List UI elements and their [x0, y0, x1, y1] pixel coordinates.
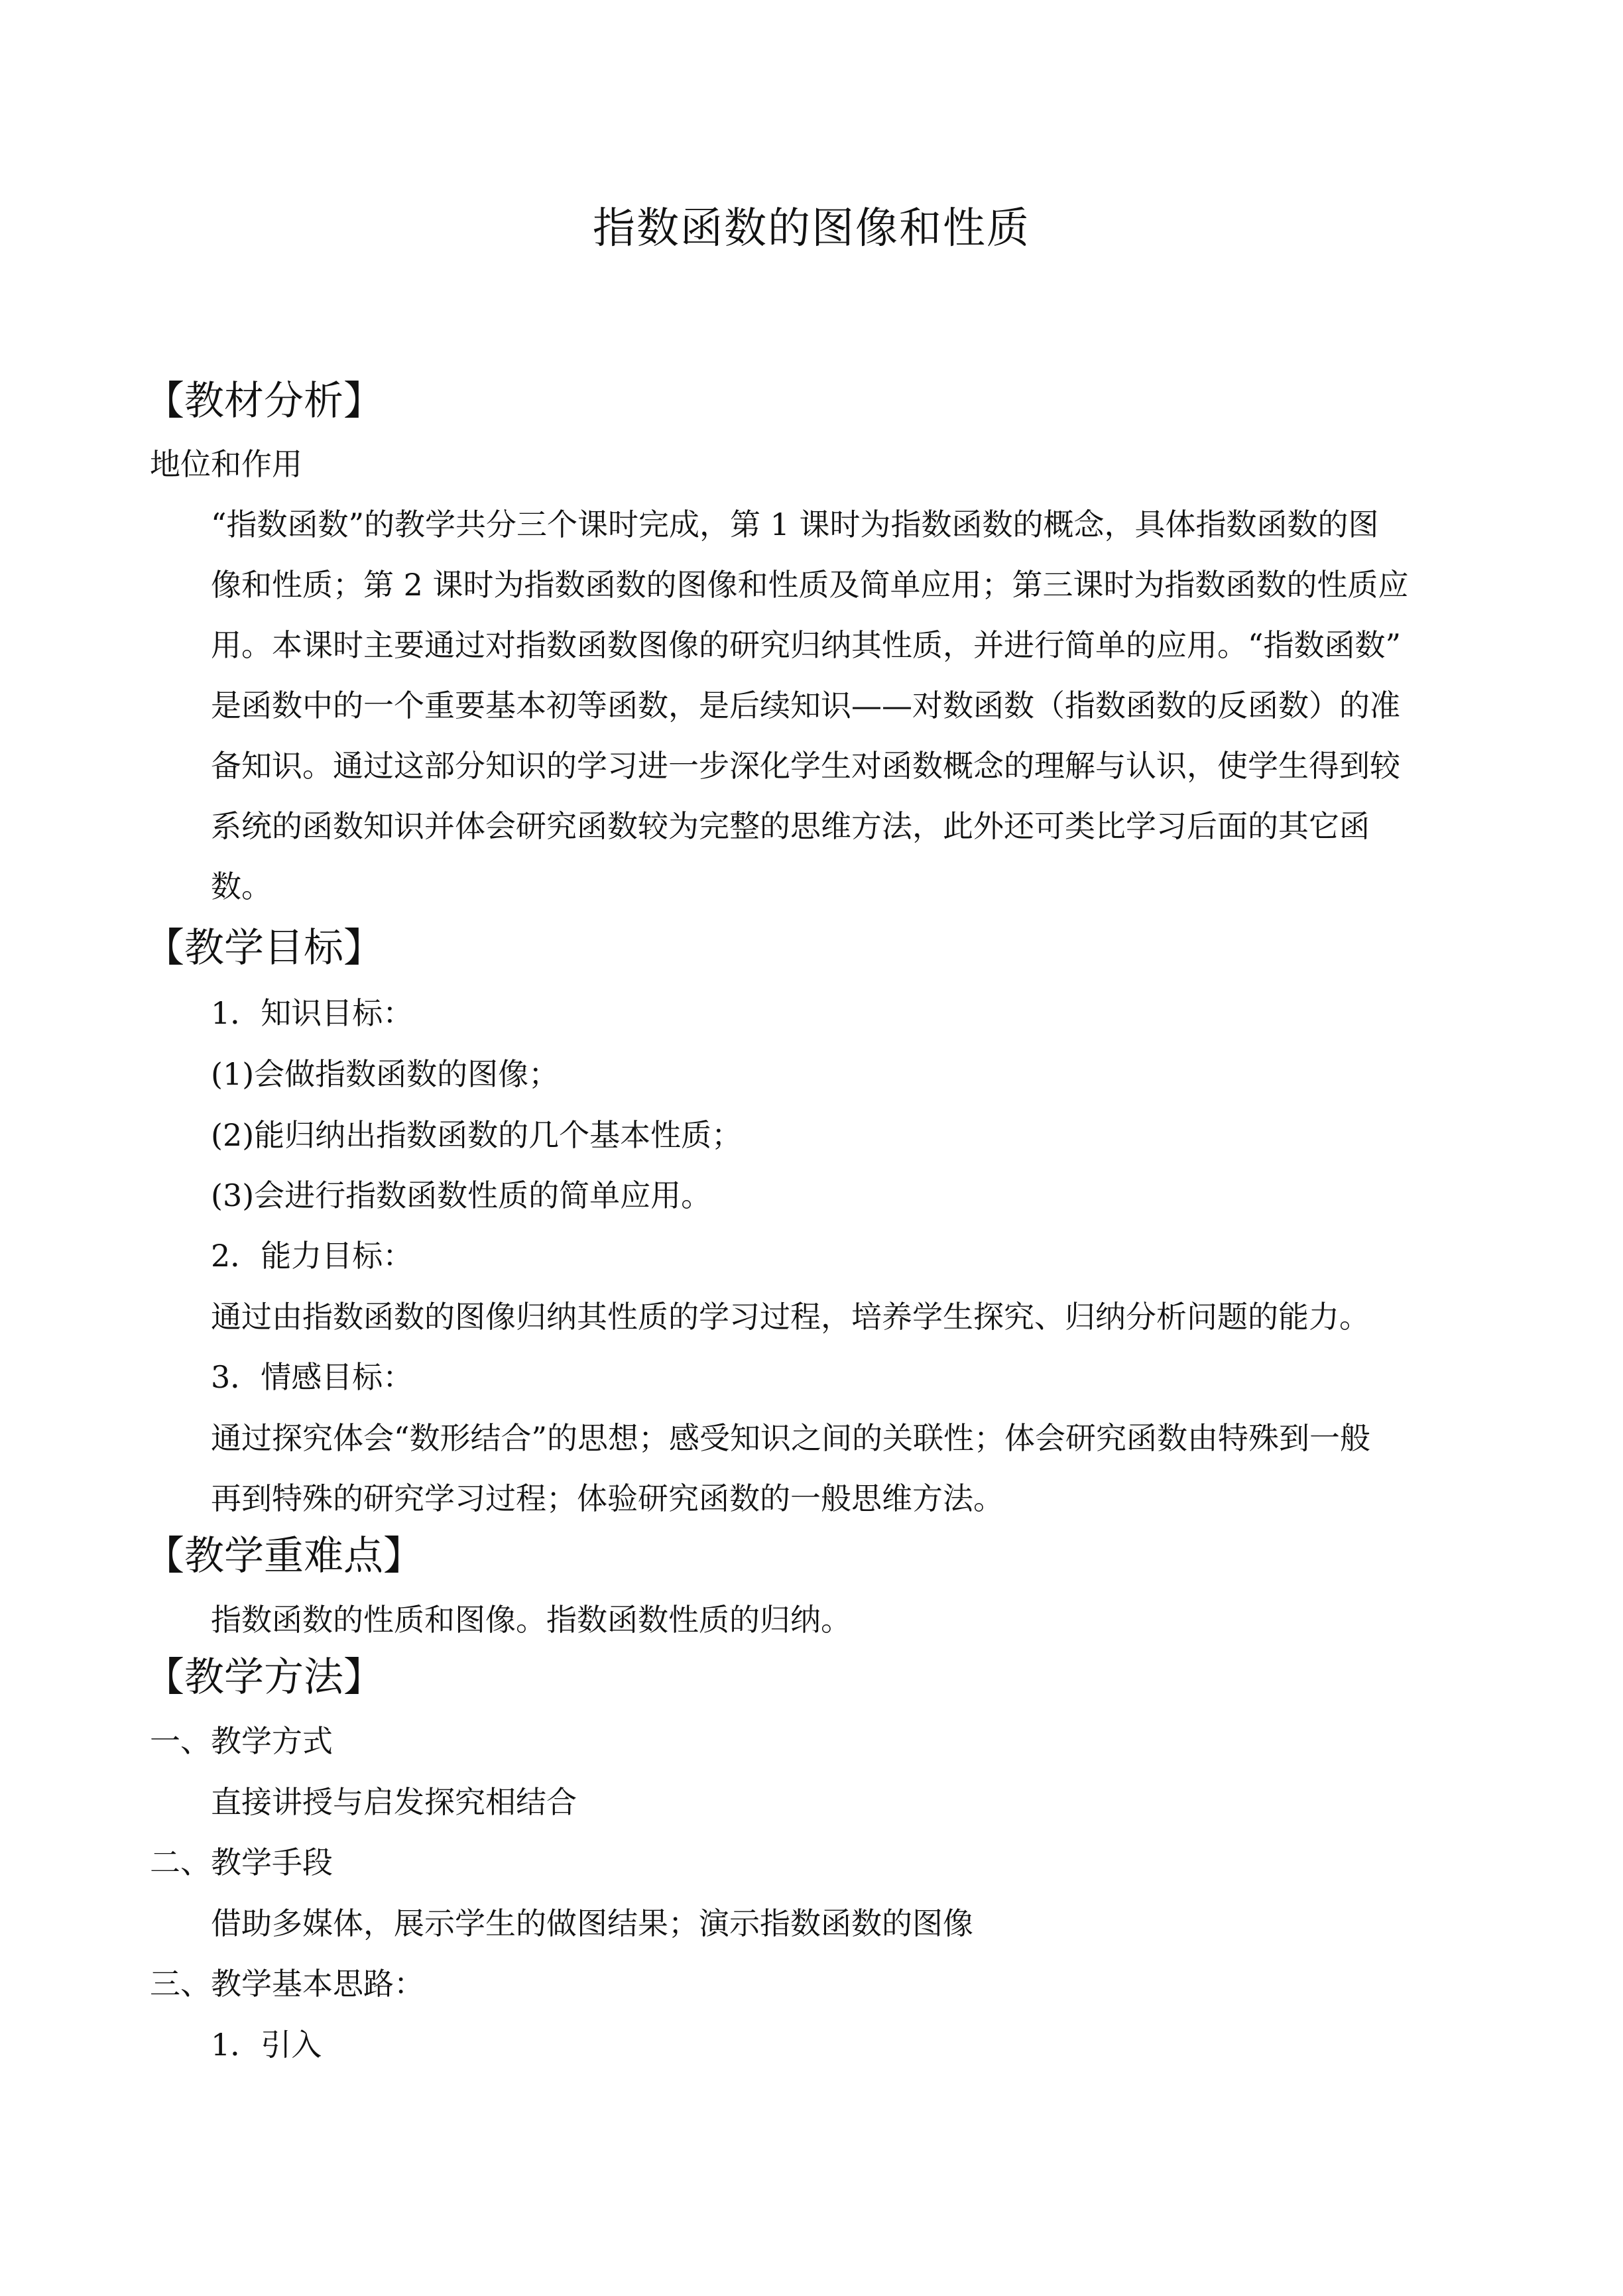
emotion-goal-title: 3．情感目标：: [211, 1359, 414, 1395]
document-title: 指数函数的图像和性质: [593, 204, 1030, 253]
knowledge-goal-title: 1．知识目标：: [211, 995, 414, 1031]
analysis-line: 备知识。通过这部分知识的学习进一步深化学生对函数概念的理解与认识，使学生得到较: [211, 748, 1400, 784]
section-heading-methods: 【教学方法】: [145, 1654, 383, 1701]
knowledge-goal-item: (1)会做指数函数的图像；: [211, 1056, 560, 1092]
keypoints-text: 指数函数的性质和图像。指数函数性质的归纳。: [211, 1602, 851, 1638]
analysis-line: 是函数中的一个重要基本初等函数，是后续知识——对数函数（指数函数的反函数）的准: [211, 688, 1400, 723]
method-way-title: 一、教学方式: [150, 1723, 333, 1759]
analysis-line: 系统的函数知识并体会研究函数较为完整的思维方法，此外还可类比学习后面的其它函: [211, 808, 1370, 844]
method-means-text: 借助多媒体，展示学生的做图结果；演示指数函数的图像: [211, 1905, 973, 1941]
section-heading-analysis: 【教材分析】: [145, 378, 383, 424]
subheading-role: 地位和作用: [150, 446, 302, 482]
ability-goal-title: 2．能力目标：: [211, 1238, 414, 1274]
method-idea-title: 三、教学基本思路：: [150, 1966, 424, 2002]
section-heading-keypoints: 【教学重难点】: [145, 1533, 423, 1579]
analysis-line: “指数函数”的教学共分三个课时完成，第 1 课时为指数函数的概念，具体指数函数的图: [211, 507, 1379, 542]
method-idea-item: 1．引入: [211, 2027, 322, 2063]
emotion-goal-line: 再到特殊的研究学习过程；体验研究函数的一般思维方法。: [211, 1480, 1004, 1516]
analysis-line: 数。: [211, 869, 272, 904]
knowledge-goal-item: (2)能归纳出指数函数的几个基本性质；: [211, 1117, 743, 1153]
method-way-text: 直接讲授与启发探究相结合: [211, 1784, 577, 1820]
analysis-line: 用。本课时主要通过对指数函数图像的研究归纳其性质，并进行简单的应用。“指数函数”: [211, 627, 1402, 663]
emotion-goal-line: 通过探究体会“数形结合”的思想；感受知识之间的关联性；体会研究函数由特殊到一般: [211, 1420, 1371, 1456]
knowledge-goal-item: (3)会进行指数函数性质的简单应用。: [211, 1178, 712, 1213]
section-heading-goals: 【教学目标】: [145, 925, 383, 971]
ability-goal-text: 通过由指数函数的图像归纳其性质的学习过程，培养学生探究、归纳分析问题的能力。: [211, 1299, 1370, 1335]
analysis-line: 像和性质；第 2 课时为指数函数的图像和性质及简单应用；第三课时为指数函数的性质应: [211, 567, 1409, 603]
method-means-title: 二、教学手段: [150, 1844, 333, 1880]
